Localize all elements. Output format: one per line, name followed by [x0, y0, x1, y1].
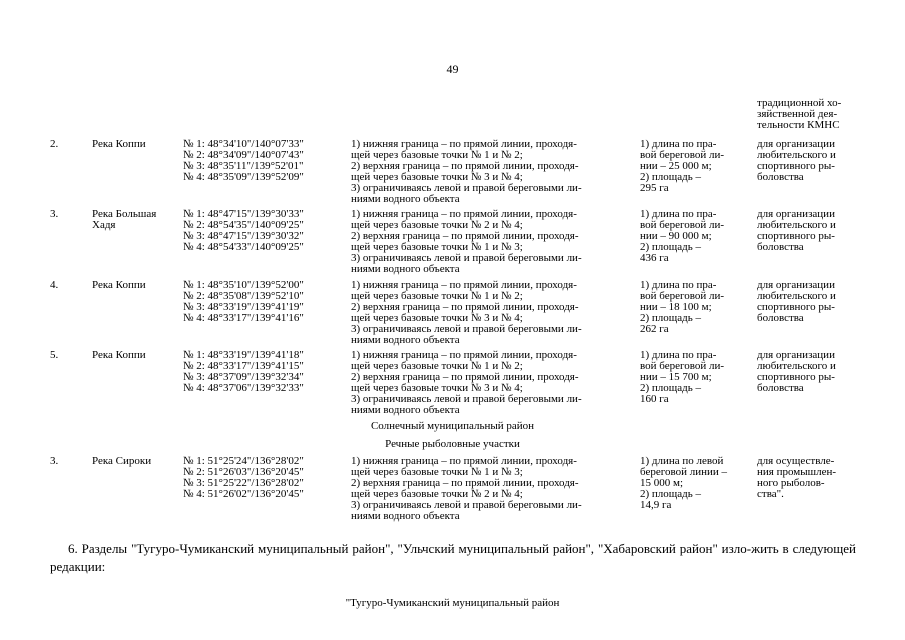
boundary-description: 1) нижняя граница – по прямой линии, проходя- щей через базовые точки № 2 и № 4; 2) верхняя граница – по прямой линии, проходя- щей через базовые точки № 1 и № 3; 3) ограничиваясь левой и правой береговыми ли- ниями водного объекта	[351, 208, 582, 275]
page-number: 49	[446, 62, 459, 76]
boundary-description: 1) нижняя граница – по прямой линии, проходя- щей через базовые точки № 1 и № 2; 2) верхняя граница – по прямой линии, проходя- щей через базовые точки № 3 и № 4; 3) ограничиваясь левой и правой береговыми ли- ниями водного объекта	[351, 349, 582, 416]
base-point-coordinates: № 1: 48°35'10"/139°52'00" № 2: 48°35'08"/139°52'10" № 3: 48°33'19"/139°41'19" № 4: 48°33'17"/139°41'16"	[183, 279, 304, 324]
previous-row-purpose-continuation: традиционной хо- зяйственной дея- тельности КМНС	[757, 97, 842, 131]
water-body-name: Река Коппи	[92, 138, 146, 150]
row-number: 3.	[50, 208, 59, 220]
base-point-coordinates: № 1: 48°47'15"/139°30'33" № 2: 48°54'35"/140°09'25" № 3: 48°47'15"/139°30'32" № 4: 48°54'33"/140°09'25"	[183, 208, 304, 253]
section-heading: "Тугуро-Чумиканский муниципальный район	[345, 597, 560, 609]
boundary-description: 1) нижняя граница – по прямой линии, проходя- щей через базовые точки № 1 и № 3; 2) верхняя граница – по прямой линии, проходя- щей через базовые точки № 2 и № 4; 3) ограничиваясь левой и правой береговыми ли- ниями водного объекта	[351, 455, 582, 522]
length-and-area: 1) длина по пра- вой береговой ли- нии – 25 000 м; 2) площадь – 295 га	[640, 138, 725, 194]
usage-purpose: для организации любительского и спортивного ры- боловства	[757, 138, 836, 183]
length-and-area: 1) длина по пра- вой береговой ли- нии – 90 000 м; 2) площадь – 436 га	[640, 208, 725, 264]
length-and-area: 1) длина по левой береговой линии – 15 000 м; 2) площадь – 14,9 га	[640, 455, 727, 511]
usage-purpose: для организации любительского и спортивного ры- боловства	[757, 279, 836, 324]
water-body-name: Река Большая Хадя	[92, 208, 157, 231]
usage-purpose: для организации любительского и спортивного ры- боловства	[757, 349, 836, 394]
boundary-description: 1) нижняя граница – по прямой линии, проходя- щей через базовые точки № 1 и № 2; 2) верхняя граница – по прямой линии, проходя- щей через базовые точки № 3 и № 4; 3) ограничиваясь левой и правой береговыми ли- ниями водного объекта	[351, 138, 582, 205]
district-title: Солнечный муниципальный район	[370, 420, 535, 432]
row-number: 3.	[50, 455, 59, 467]
water-body-name: Река Сироки	[92, 455, 152, 467]
water-body-name: Река Коппи	[92, 279, 146, 291]
row-number: 4.	[50, 279, 59, 291]
water-body-name: Река Коппи	[92, 349, 146, 361]
row-number: 5.	[50, 349, 59, 361]
usage-purpose: для организации любительского и спортивного ры- боловства	[757, 208, 836, 253]
subsection-title: Речные рыболовные участки	[385, 438, 520, 450]
row-number: 2.	[50, 138, 59, 150]
base-point-coordinates: № 1: 51°25'24"/136°28'02" № 2: 51°26'03"/136°20'45" № 3: 51°25'22"/136°28'02" № 4: 51°26'02"/136°20'45"	[183, 455, 304, 500]
boundary-description: 1) нижняя граница – по прямой линии, проходя- щей через базовые точки № 1 и № 2; 2) верхняя граница – по прямой линии, проходя- щей через базовые точки № 3 и № 4; 3) ограничиваясь левой и правой береговыми ли- ниями водного объекта	[351, 279, 582, 346]
length-and-area: 1) длина по пра- вой береговой ли- нии – 15 700 м; 2) площадь – 160 га	[640, 349, 725, 405]
base-point-coordinates: № 1: 48°34'10"/140°07'33" № 2: 48°34'09"/140°07'43" № 3: 48°35'11"/139°52'01" № 4: 48°35'09"/139°52'09"	[183, 138, 304, 183]
length-and-area: 1) длина по пра- вой береговой ли- нии – 18 100 м; 2) площадь – 262 га	[640, 279, 725, 335]
base-point-coordinates: № 1: 48°33'19"/139°41'18" № 2: 48°33'17"/139°41'15" № 3: 48°37'09"/139°32'34" № 4: 48°37'06"/139°32'33"	[183, 349, 304, 394]
amendment-paragraph: 6. Разделы "Тугуро-Чумиканский муниципальный район", "Ульчский муниципальный район", "Хабаровский район" изло-жить в следующей редакции:	[50, 541, 856, 574]
usage-purpose: для осуществле- ния промышлен- ного рыболов- ства".	[757, 455, 837, 500]
